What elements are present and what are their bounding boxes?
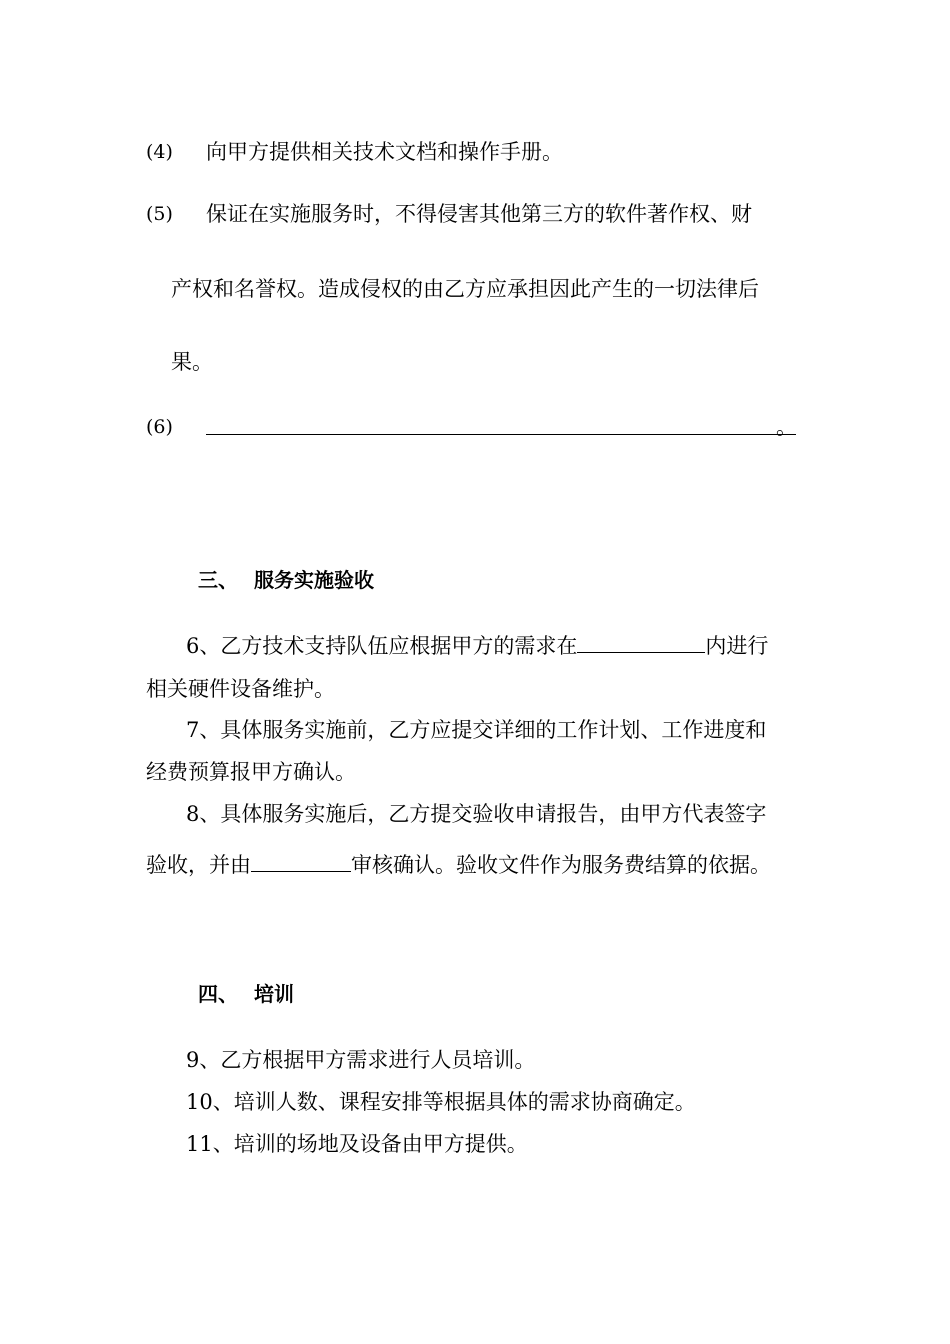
section-3-number: 三、 [198, 568, 238, 592]
paragraph-8-text-a: 验收，并由 [146, 853, 251, 877]
list-item-6-period: 。 [776, 415, 797, 439]
training-item-11: 11、培训的场地及设备由甲方提供。 [186, 1132, 528, 1156]
section-4-heading [198, 980, 294, 1008]
list-number-6: (6) [146, 416, 173, 438]
fill-in-blank-reviewer [251, 851, 351, 872]
paragraph-8-text-b: 审核确认。验收文件作为服务费结算的依据。 [351, 853, 771, 877]
training-item-9: 9、乙方根据甲方需求进行人员培训。 [186, 1048, 536, 1072]
paragraph-7-line-2: 经费预算报甲方确认。 [146, 760, 356, 784]
section-3-heading [198, 566, 374, 594]
paragraph-6-text-b: 内进行 [705, 634, 769, 658]
section-3-title: 服务实施验收 [254, 568, 374, 592]
paragraph-8-line-2 [146, 851, 771, 879]
paragraph-7-line-1: 7、具体服务实施前，乙方应提交详细的工作计划、工作进度和 [186, 718, 767, 742]
list-number-4: (4) [146, 141, 173, 163]
list-number-5: (5) [146, 203, 173, 225]
paragraph-8-line-1: 8、具体服务实施后，乙方提交验收申请报告，由甲方代表签字 [186, 802, 767, 826]
list-item-5-line-1: 保证在实施服务时，不得侵害其他第三方的软件著作权、财 [206, 202, 752, 226]
section-4-title: 培训 [254, 982, 294, 1006]
list-item-5-line-3: 果。 [171, 350, 213, 374]
paragraph-6-line-2: 相关硬件设备维护。 [146, 677, 335, 701]
fill-in-blank-period [577, 632, 705, 653]
section-4-number: 四、 [198, 982, 238, 1006]
training-item-10: 10、培训人数、课程安排等根据具体的需求协商确定。 [186, 1090, 696, 1114]
list-item-4-text: 向甲方提供相关技术文档和操作手册。 [206, 140, 563, 164]
list-item-5-line-2: 产权和名誉权。造成侵权的由乙方应承担因此产生的一切法律后 [171, 277, 759, 301]
paragraph-6-text-a: 6、乙方技术支持队伍应根据甲方的需求在 [186, 634, 578, 658]
paragraph-6-line-1 [186, 632, 768, 660]
fill-in-blank-6 [206, 412, 796, 435]
